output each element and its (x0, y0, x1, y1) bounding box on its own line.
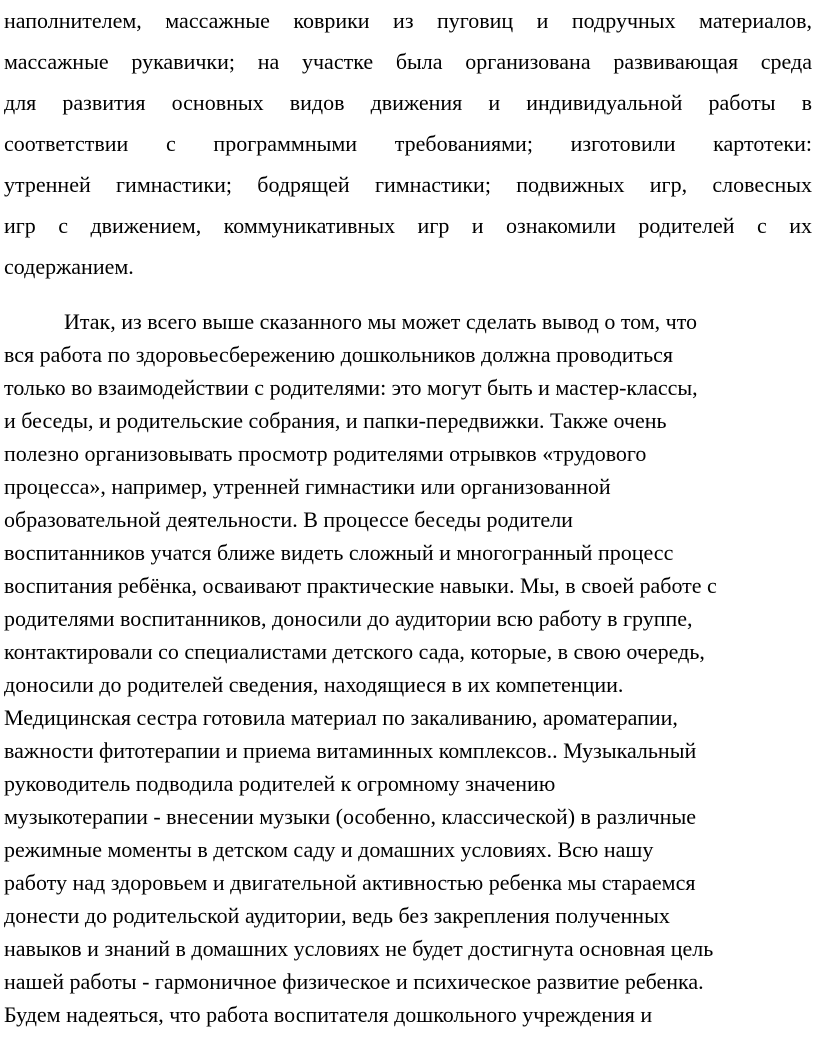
text-line: содержанием. (4, 254, 134, 279)
text-line: утренней гимнастики; бодрящей гимнастики; подвижных игр, словесных (4, 172, 812, 197)
text-line: контактировали со специалистами детского сада, которые, в свою очередь, (4, 639, 705, 664)
text-line: вся работа по здоровьесбережению дошкольников должна проводиться (4, 342, 674, 367)
text-line: для развития основных видов движения и индивидуальной работы в (4, 90, 812, 115)
text-line: Медицинская сестра готовила материал по закаливанию, ароматерапии, (4, 705, 678, 730)
text-line: только во взаимодействии с родителями: это могут быть и мастер-классы, (4, 375, 698, 400)
text-line: соответствии с программными требованиями; изготовили картотеки: (4, 131, 812, 156)
text-line: режимные моменты в детском саду и домашних условиях. Всю нашу (4, 837, 654, 862)
text-line: игр с движением, коммуникативных игр и ознакомили родителей с их (4, 213, 812, 238)
text-line: донести до родительской аудитории, ведь без закрепления полученных (4, 903, 670, 928)
paragraph-1 (4, 0, 812, 287)
text-line: полезно организовывать просмотр родителями отрывков «трудового (4, 441, 647, 466)
text-line: процесса», например, утренней гимнастики или организованной (4, 474, 611, 499)
text-line: Будем надеяться, что работа воспитателя дошкольного учреждения и (4, 1002, 653, 1027)
text-line: работу над здоровьем и двигательной активностью ребенка мы стараемся (4, 870, 696, 895)
text-line: руководитель подводила родителей к огромному значению (4, 771, 556, 796)
text-line: музыкотерапии - внесении музыки (особенно, классической) в различные (4, 804, 697, 829)
text-line: доносили до родителей сведения, находящиеся в их компетенции. (4, 672, 624, 697)
paragraph-2 (4, 305, 814, 1031)
text-line: и беседы, и родительские собрания, и папки-передвижки. Также очень (4, 408, 667, 433)
text-line: важности фитотерапии и приема витаминных комплексов.. Музыкальный (4, 738, 697, 763)
text-line: наполнителем, массажные коврики из пуговиц и подручных материалов, (4, 8, 812, 33)
text-line: Итак, из всего выше сказанного мы может сделать вывод о том, что (64, 309, 698, 334)
text-line: воспитанников учатся ближе видеть сложный и многогранный процесс (4, 540, 674, 565)
text-line: воспитания ребёнка, осваивают практические навыки. Мы, в своей работе с (4, 573, 717, 598)
text-line: образовательной деятельности. В процессе беседы родители (4, 507, 573, 532)
text-line: массажные рукавички; на участке была организована развивающая среда (4, 49, 812, 74)
text-line: навыков и знаний в домашних условиях не будет достигнута основная цель (4, 936, 714, 961)
text-line: нашей работы - гармоничное физическое и психическое развитие ребенка. (4, 969, 704, 994)
text-line: родителями воспитанников, доносили до аудитории всю работу в группе, (4, 606, 693, 631)
